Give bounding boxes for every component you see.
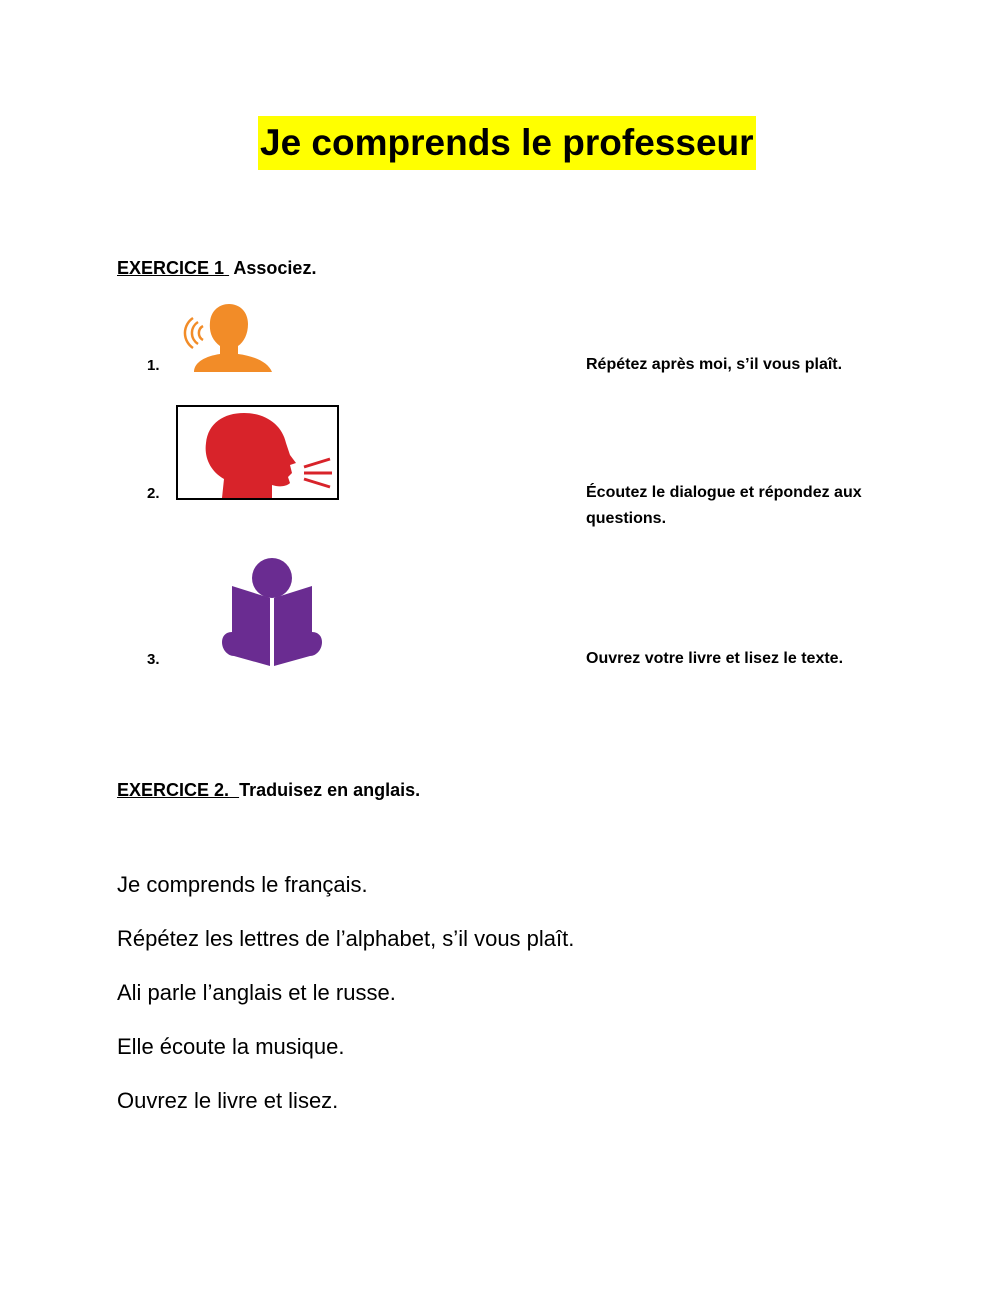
phrase-3: Ouvrez votre livre et lisez le texte. bbox=[586, 650, 844, 667]
sentence-4: Elle écoute la musique. bbox=[117, 1034, 345, 1059]
sentence-5: Ouvrez le livre et lisez. bbox=[117, 1088, 339, 1113]
sentence-2: Répétez les lettres de l’alphabet, s’il vous plaît. bbox=[117, 926, 575, 951]
exercise-1-label: EXERCICE 1 bbox=[117, 258, 225, 278]
exercise-2-heading bbox=[117, 780, 420, 801]
sentence-1: Je comprends le français. bbox=[117, 872, 368, 897]
speaking-head-icon[interactable] bbox=[176, 405, 339, 500]
reading-person-icon[interactable] bbox=[220, 556, 324, 668]
exercise-1-instruction: Associez. bbox=[233, 258, 317, 278]
listening-head-icon[interactable] bbox=[176, 300, 330, 372]
item-2-number: 2. bbox=[147, 485, 160, 502]
phrase-2: Écoutez le dialogue et répondez aux questions. bbox=[586, 484, 862, 527]
sentence-3: Ali parle l’anglais et le russe. bbox=[117, 980, 396, 1005]
exercise-1-heading bbox=[117, 258, 316, 279]
exercise-2-label: EXERCICE 2. bbox=[117, 780, 230, 800]
page-title: Je comprends le professeur bbox=[258, 116, 756, 170]
phrase-1: Répétez après moi, s’il vous plaît. bbox=[586, 356, 843, 373]
exercise-2-instruction: Traduisez en anglais. bbox=[239, 780, 421, 800]
item-3-number: 3. bbox=[147, 651, 160, 668]
item-1-number: 1. bbox=[147, 357, 160, 374]
